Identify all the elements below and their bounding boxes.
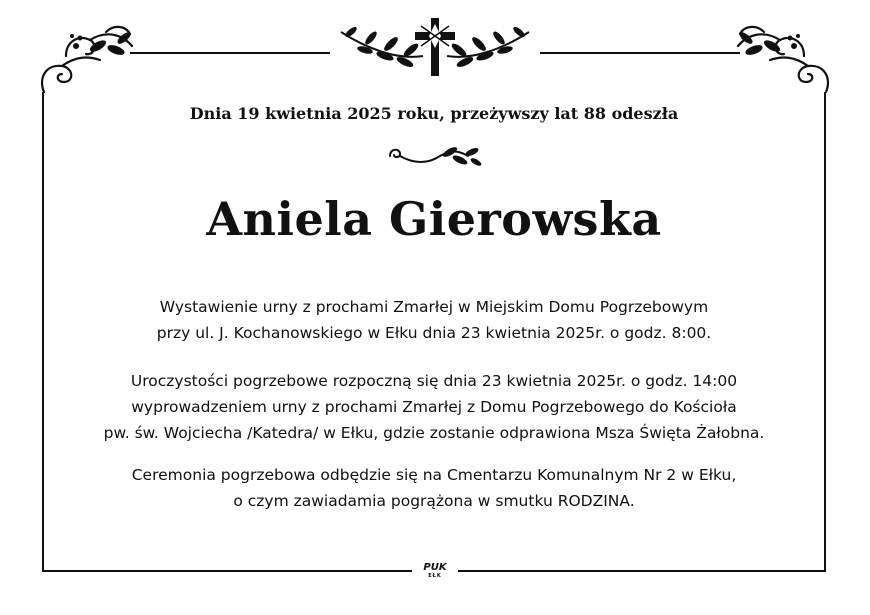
deceased-name: Aniela Gierowska	[206, 192, 662, 246]
divider-flourish-icon	[384, 142, 486, 172]
top-rule-right	[540, 52, 740, 54]
paragraph-burial	[44, 462, 824, 514]
top-rule-left	[130, 52, 330, 54]
intro-line: Dnia 19 kwietnia 2025 roku, przeżywszy lat 88 odeszła	[189, 104, 679, 123]
logo-main-text: PUK	[423, 562, 447, 573]
paragraph-line: wyprowadzeniem urny z prochami Zmarłej z Domu Pogrzebowego do Kościoła	[131, 398, 737, 416]
corner-flourish-left-icon	[36, 16, 146, 96]
frame-right-border	[824, 92, 826, 572]
paragraph-line: Uroczystości pogrzebowe rozpoczną się dnia 23 kwietnia 2025r. o godz. 14:00	[130, 372, 738, 390]
paragraph-viewing	[44, 294, 824, 346]
paragraph-ceremony	[44, 368, 824, 446]
paragraph-line: Wystawienie urny z prochami Zmarłej w Miejskim Domu Pogrzebowym	[159, 298, 709, 316]
logo-sub-text: EŁK	[428, 573, 442, 579]
paragraph-line: o czym zawiadamia pogrążona w smutku RODZINA.	[233, 492, 635, 510]
paragraph-line: przy ul. J. Kochanowskiego w Ełku dnia 23 kwietnia 2025r. o godz. 8:00.	[156, 324, 712, 342]
paragraph-line: Ceremonia pogrzebowa odbędzie się na Cmentarzu Komunalnym Nr 2 w Ełku,	[131, 466, 737, 484]
frame-bottom-border-right	[458, 570, 826, 572]
corner-flourish-right-icon	[724, 16, 834, 96]
frame-bottom-border-left	[42, 570, 412, 572]
cross-with-laurel-icon	[335, 14, 535, 80]
paragraph-line: pw. św. Wojciecha /Katedra/ w Ełku, gdzie zostanie odprawiona Msza Święta Żałobna.	[103, 424, 765, 442]
puk-logo	[414, 562, 456, 582]
